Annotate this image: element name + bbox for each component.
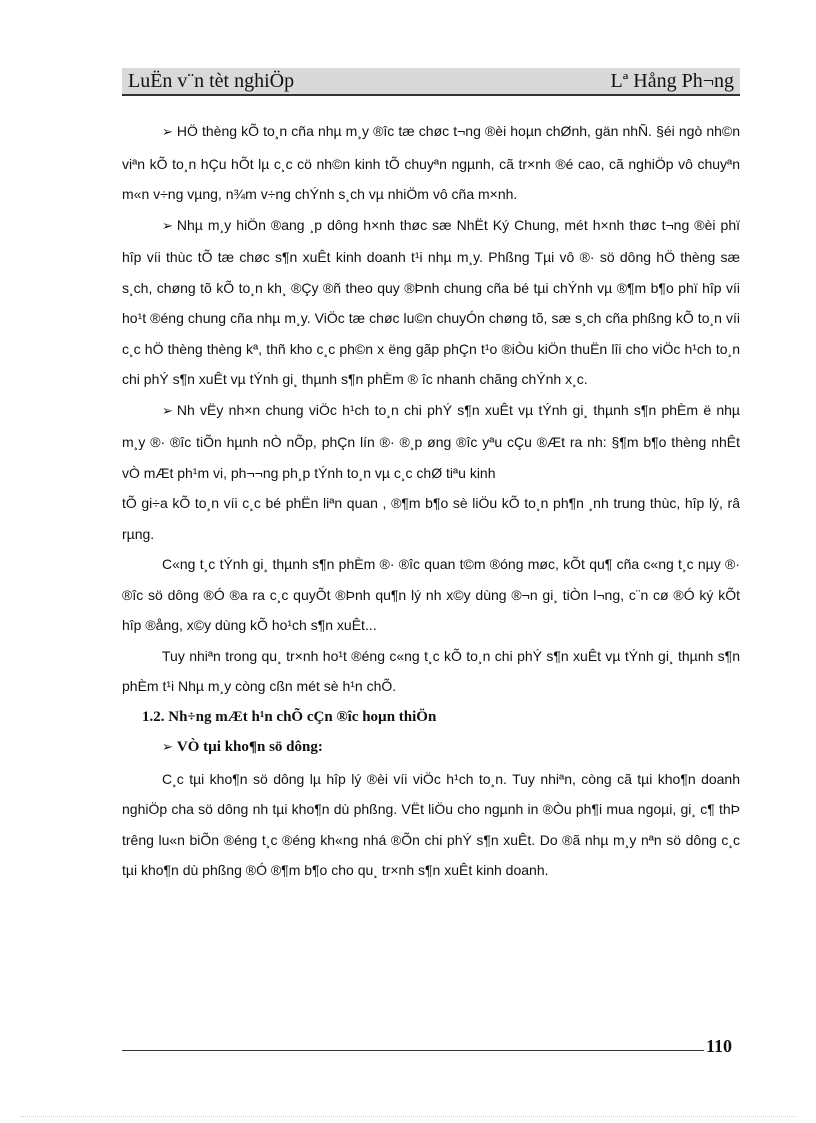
document-body (122, 116, 740, 886)
paragraph-5: C«ng t¸c tÝnh gi¸ thµnh s¶n phÈm ®· ®îc quan t©m ®óng møc, kÕt qu¶ cña c«ng t¸c nµy ®· ®îc sö dông ®Ó ®a ra c¸c quyÕt ®Þnh qu¶n lý nh x©y dùng ®¬n gi¸ tiÒn l¬ng, c¨n cø ®Ó ký kÕt hîp ®ång, x©y dùng kÕ ho¹ch s¶n xuÊt... (122, 556, 740, 633)
header-author: Lª Hång Ph¬ng (610, 69, 734, 92)
arrow-bullet-icon: ➢ (162, 218, 173, 234)
footer-divider (122, 1050, 704, 1051)
paragraph-2: ➢ Nhµ m¸y hiÖn ®ang ¸p dông h×nh thøc sæ NhËt Ký Chung, mét h×nh thøc t¬ng ®èi phï hîp víi thùc tÕ tæ chøc s¶n xuÊt kinh doanh t¹i nhµ m¸y. Phßng Tµi vô ®· sö dông hÖ thèng sæ s¸ch, chøng tõ kÕ to¸n kh¸ ®Çy ®ñ theo quy ®Þnh chung cña bé tµi chÝnh vµ ®¶m b¶o phï hîp víi ho¹t ®éng chung cña nhµ m¸y. ViÖc tæ chøc lu©n chuyÓn chøng tõ, sæ s¸ch cña phßng kÕ to¸n víi c¸c hÖ thèng thèng kª, thñ kho c¸c ph©n x ëng gãp phÇn t¹o ®iÒu kiÖn thuËn lîi cho viÖc h¹ch to¸n chi phÝ s¶n xuÊt vµ tÝnh gi¸ thµnh s¶n phÈm ® îc nhanh chãng chÝnh x¸c. (122, 216, 740, 387)
page-header (122, 68, 740, 96)
paragraph-6: Tuy nhiªn trong qu¸ tr×nh ho¹t ®éng c«ng t¸c kÕ to¸n chi phÝ s¶n xuÊt vµ tÝnh gi¸ thµnh s¶n phÈm t¹i Nhµ m¸y còng cßn mét sè h¹n chÕ. (122, 647, 740, 694)
paragraph-3: ➢ Nh vËy nh×n chung viÖc h¹ch to¸n chi phÝ s¶n xuÊt vµ tÝnh gi¸ thµnh s¶n phÈm ë nhµ m¸y ®· ®îc tiÕn hµnh nÒ nÕp, phÇn lín ®· ®¸p øng ®îc yªu cÇu ®Æt ra nh: §¶m b¶o thèng nhÊt vÒ mÆt ph¹m vi, ph¬¬ng ph¸p tÝnh to¸n vµ c¸c chØ tiªu kinh (122, 401, 740, 481)
section-heading: 1.2. Nh÷ng mÆt h¹n chÕ cÇn ®îc hoµn thiÖn (142, 708, 437, 725)
paragraph-1: ➢ HÖ thèng kÕ to¸n cña nhµ m¸y ®îc tæ chøc t¬ng ®èi hoµn chØnh, gän nhÑ. §éi ngò nh©n viªn kÕ to¸n hÇu hÕt lµ c¸c cö nh©n kinh tÕ chuyªn ngµnh, cã tr×nh ®é cao, cã nghiÖp vô chuyªn m«n v÷ng vµng, n¾m v÷ng chÝnh s¸ch vµ nhiÖm vô cña m×nh. (122, 123, 740, 202)
arrow-bullet-icon: ➢ (162, 403, 173, 419)
page-number: 110 (706, 1036, 733, 1056)
sub-heading: ➢ VÒ tµi kho¶n sö dông: (162, 739, 323, 755)
page-bottom-edge (20, 1116, 796, 1117)
arrow-bullet-icon: ➢ (162, 740, 173, 755)
paragraph-7: C¸c tµi kho¶n sö dông lµ hîp lý ®èi víi viÖc h¹ch to¸n. Tuy nhiªn, còng cã tµi kho¶n doanh nghiÖp cha sö dông nh tµi kho¶n dù phßng. VËt liÖu cho ngµnh in ®Òu ph¶i mua ngoµi, gi¸ c¶ thÞ trêng lu«n biÕn ®éng t¸c ®éng kh«ng nhá ®Õn chi phÝ s¶n xuÊt. Do ®ã nhµ m¸y nªn sö dông c¸c tµi kho¶n dù phßng ®Ó ®¶m b¶o cho qu¸ tr×nh s¶n xuÊt kinh doanh. (122, 770, 740, 878)
header-title: LuËn v¨n tèt nghiÖp (128, 69, 295, 92)
arrow-bullet-icon: ➢ (162, 125, 173, 140)
paragraph-4: tÕ gi÷a kÕ to¸n víi c¸c bé phËn liªn quan , ®¶m b¶o sè liÖu kÕ to¸n ph¶n ¸nh trung thùc, hîp lý, râ rµng. (122, 495, 740, 542)
